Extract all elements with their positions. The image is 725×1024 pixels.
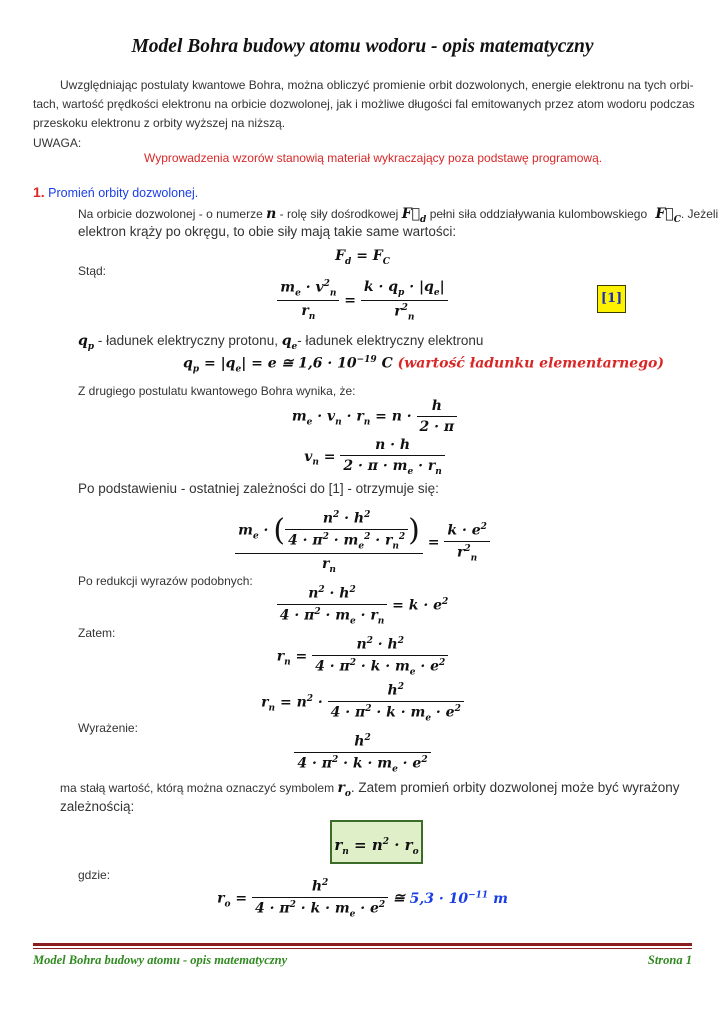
zatem-label: Zatem:	[78, 626, 116, 640]
charges-line	[78, 333, 483, 352]
intro-line-3: przeskoku elektronu z orbity wyższej na niższą.	[33, 116, 286, 130]
math-r0: $r_o$	[337, 780, 351, 799]
r0-exponent: −11	[468, 889, 489, 900]
constant-text-line-2: zależnością:	[60, 799, 135, 814]
paragraph-1-line-2: elektron krąży po okręgu, to obie siły mają takie same wartości:	[78, 224, 457, 239]
footer-title: Model Bohra budowy atomu - opis matematyczny	[33, 953, 288, 967]
math-Fd: $F⃗_d$	[401, 206, 427, 225]
stad-label: Stąd:	[78, 264, 107, 278]
section-title: Promień orbity dozwolonej.	[48, 186, 199, 200]
reduction-text: Po redukcji wyrazów podobnych:	[78, 574, 253, 588]
wyrazenie-label: Wyrażenie:	[78, 721, 138, 735]
p1-text-b: - rolę siły dośrodkowej	[279, 207, 399, 221]
p1-text-c: pełni siła oddziaływania kulombowskiego	[429, 207, 648, 221]
paragraph-1-line-1	[78, 206, 718, 225]
result-box: $r_n = n^2 \cdot r_o$	[330, 820, 423, 864]
footer-rule-thick	[33, 943, 692, 946]
equation-bohr-radius: $r_o$ = $\frac{h^2}{4 \cdot \pi^2 \cdot k \cdot m_e \cdot e^2}$ ≅ $5,3 \cdot 10^{-11}$ m	[217, 878, 508, 920]
p1-text-a: Na orbicie dozwolonej - o numerze	[78, 207, 263, 221]
equation-1: $\frac{m_e \cdot v^2_n}{r_n}$ = $\frac{k \cdot q_p \cdot |q_e|}{r^2_n}$	[0, 279, 725, 322]
page-title: Model Bohra budowy atomu wodoru - opis matematyczny	[131, 36, 594, 57]
r0-value: 5,3 · 10	[409, 890, 469, 907]
warning-label: UWAGA:	[33, 136, 82, 150]
second-postulate-text: Z drugiego postulatu kwantowego Bohra wynika, że:	[78, 384, 356, 398]
equation-angular-momentum: $m_e \cdot v_n \cdot r_n = n$ · $\frac{h}{2 \cdot \pi}$	[0, 398, 725, 435]
intro-line-2: tach, wartość prędkości elektronu na orbicie dozwolonej, jak i możliwe długości fal emitowanych przez atom wodoru podczas	[33, 97, 695, 111]
charges-text-b: - ładunek elektryczny elektronu	[297, 333, 484, 348]
equation-radius: $r_n$ = $\frac{n^2 \cdot h^2}{4 \cdot \pi^2 \cdot k \cdot m_e \cdot e^2}$	[0, 636, 725, 677]
math-qe: $q_e$	[281, 333, 298, 352]
equation-elementary-charge: $q_p = |q_e| = e$ ≅ $1,6 \cdot 10^{-19}$ C (wartość ładunku elementarnego)	[183, 355, 664, 375]
equation-forces-equal: $F_d = F_C$	[335, 248, 390, 267]
substitution-text: Po podstawieniu - ostatniej zależności do [1] - otrzymuje się:	[78, 481, 439, 496]
warning-text: Wyprowadzenia wzorów stanowią materiał wykraczający poza podstawę programową.	[144, 151, 603, 165]
gdzie-label: gdzie:	[78, 868, 111, 882]
equation-reduced: $\frac{n^2 \cdot h^2}{4 \cdot \pi^2 \cdot m_e \cdot r_n}$ = $k \cdot e^2$	[0, 585, 725, 626]
footer-rule-thin	[33, 948, 692, 949]
equation-velocity: $v_n$ = $\frac{n \cdot h}{2 \cdot \pi \cdot m_e \cdot r_n}$	[0, 437, 725, 477]
const-text-a: ma stałą wartość, którą można oznaczyć symbolem	[60, 781, 335, 795]
page-number: Strona 1	[647, 953, 692, 967]
math-Fc: $F⃗_C$	[650, 206, 681, 225]
section-heading	[33, 184, 198, 200]
equation-reference-1: [1]	[597, 285, 626, 313]
elementary-charge-note: (wartość ładunku elementarnego)	[397, 355, 664, 372]
math-n: n	[266, 206, 277, 222]
intro-line-1: Uwzględniając postulaty kwantowe Bohra, można obliczyć promienie orbit dozwolonych, energie elektronu na tych orbi-	[60, 78, 694, 92]
const-text-b: . Zatem promień orbity dozwolonej może być wyrażony	[350, 780, 680, 795]
equation-radius-factored: $r_n = n^2$ · $\frac{h^2}{4 \cdot \pi^2 \cdot k \cdot m_e \cdot e^2}$	[0, 682, 725, 723]
equation-expression: $\frac{h^2}{4 \cdot \pi^2 \cdot k \cdot m_e \cdot e^2}$	[0, 733, 725, 774]
p1-text-d: . Jeżeli	[680, 207, 719, 221]
constant-text-line-1	[60, 780, 692, 799]
charges-text-a: - ładunek elektryczny protonu,	[97, 333, 278, 348]
equation-substituted: $m_e$ · ( $\frac{n^2 \cdot h^2}{4 \cdot \pi^2 \cdot m_e^2 \cdot r_n^2}$ ) $r_n$ = $\frac{k \cdot e^2}{r^2_n}$	[0, 510, 725, 575]
math-qp: $q_p$	[78, 333, 95, 352]
r0-unit: m	[493, 890, 508, 907]
section-number: 1.	[33, 184, 45, 200]
